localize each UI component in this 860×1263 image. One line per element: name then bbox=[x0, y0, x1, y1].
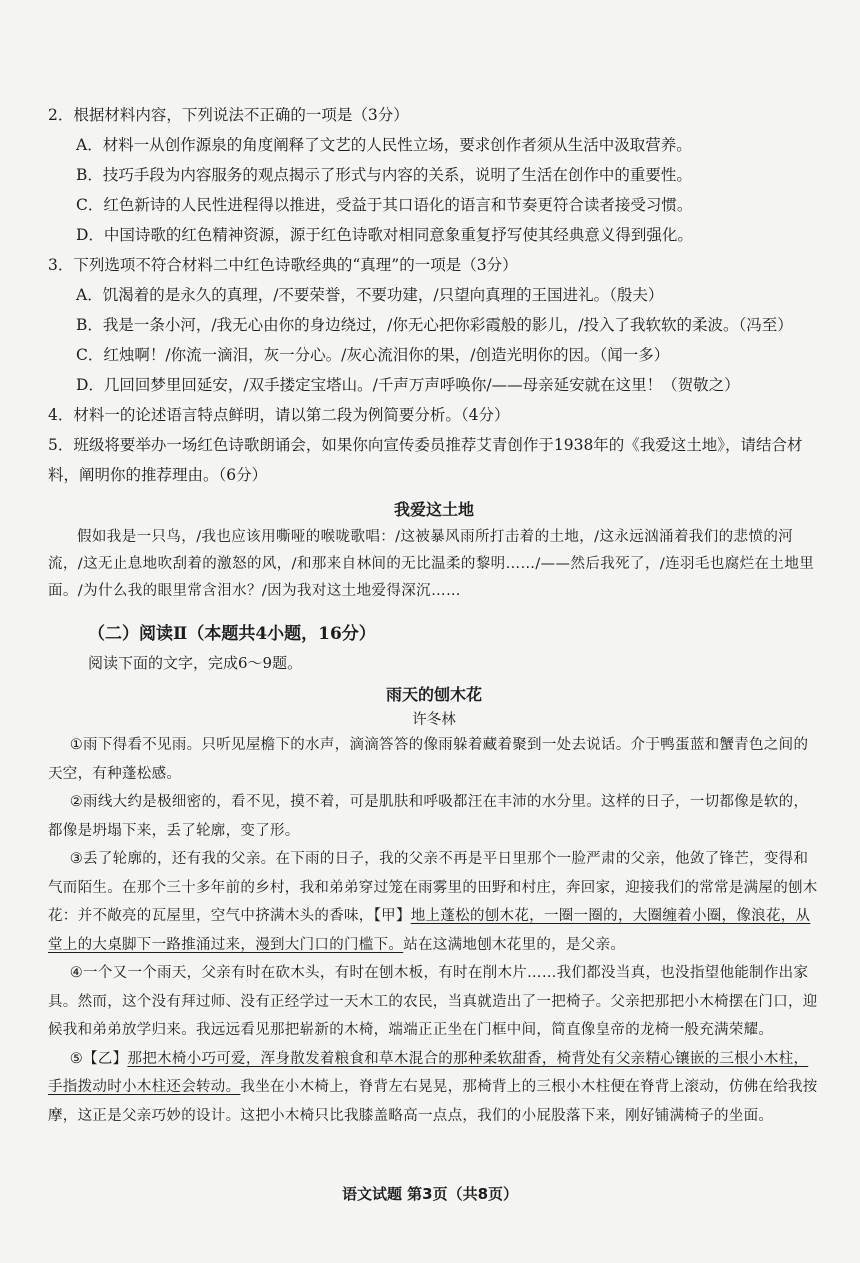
question-3-option-d: D．几回回梦里回延安，/双手搂定宝塔山。/千声万声呼唤你/——母亲延安就在这里！（贺敬之） bbox=[76, 376, 740, 394]
question-2-stem: 2．根据材料内容，下列说法不正确的一项是（3分） bbox=[48, 106, 409, 124]
underlined-passage-yi: 那把木椅小巧可爱，浑身散发着粮食和草木混合的那种柔软甜香，椅背处有父亲精心镶嵌的三根小木柱，手指拨动时小木柱还会转动。 bbox=[48, 1050, 809, 1095]
article-author: 许冬林 bbox=[412, 712, 456, 728]
question-3-stem: 3．下列选项不符合材料二中红色诗歌经典的“真理”的一项是（3分） bbox=[48, 256, 518, 274]
paragraph-3 bbox=[48, 845, 820, 959]
underlined-passage-jia: 地上蓬松的刨木花，一圈一圈的，大圈缠着小圈，像浪花，从堂上的大桌脚下一路推涌过来，漫到大门口的门槛下。 bbox=[48, 908, 811, 953]
question-2-option-b: B．技巧手段为内容服务的观点揭示了形式与内容的关系，说明了生活在创作中的重要性。 bbox=[76, 166, 692, 184]
paragraph-3-end: 站在这满地刨木花里的，是父亲。 bbox=[403, 936, 626, 953]
question-3-option-c: C．红烛啊！/你流一滴泪，灰一分心。/灰心流泪你的果，/创造光明你的因。（闻一多） bbox=[76, 346, 670, 364]
page-footer: 语文试题 第3页（共8页） bbox=[341, 1185, 519, 1203]
paragraph-5-marker: ⑤【乙】 bbox=[69, 1050, 128, 1067]
question-4: 4．材料一的论述语言特点鲜明，请以第二段为例简要分析。（4分） bbox=[48, 406, 510, 424]
paragraph-4: ④一个又一个雨天，父亲有时在砍木头，有时在刨木板，有时在削木片……我们都没当真，也没指望他能制作出家具。然而，这个没有拜过师、没有正经学过一天木工的农民，当真就造出了一把椅子。父亲把那把小木椅摆在门口，迎候我和弟弟放学归来。我远远看见那把崭新的木椅，端端正正坐在门框中间，简直像皇帝的龙椅一般充满荣耀。 bbox=[48, 965, 818, 1038]
paragraph-5-text: 我坐在小木椅上，脊背左右晃晃，那椅背上的三根小木柱便在脊背上滚动，仿佛在给我按摩，这正是父亲巧妙的设计。这把小木椅只比我膝盖略高一点点，我们的小屁股落下来，刚好铺满椅子的坐面。 bbox=[48, 1079, 818, 1124]
section-heading: （二）阅读Ⅱ（本题共4小题，16分） bbox=[88, 624, 376, 644]
paragraph-2: ②雨线大约是极细密的，看不见，摸不着，可是肌肤和呼吸都汪在丰沛的水分里。这样的日子，一切都像是软的，都像是坍塌下来，丢了轮廓，变了形。 bbox=[48, 794, 809, 839]
section-instruction: 阅读下面的文字，完成6～9题。 bbox=[88, 654, 303, 672]
paragraph-5 bbox=[48, 1045, 820, 1131]
question-3-option-b: B．我是一条小河，/我无心由你的身边绕过，/你无心把你彩霞般的影儿，/投入了我软软的柔波。（冯至） bbox=[76, 316, 793, 334]
article-title: 雨天的刨木花 bbox=[385, 685, 482, 704]
question-5: 5．班级将要举办一场红色诗歌朗诵会，如果你向宣传委员推荐艾青创作于1938年的《我爱这土地》，请结合材料，阐明你的推荐理由。（6分） bbox=[48, 436, 803, 484]
question-2-option-d: D．中国诗歌的红色精神资源，源于红色诗歌对相同意象重复抒写使其经典意义得到强化。 bbox=[76, 226, 693, 244]
poem-text: 假如我是一只鸟，/我也应该用嘶哑的喉咙歌唱：/这被暴风雨所打击着的土地，/这永远汹涌着我们的悲愤的河流，/这无止息地吹刮着的激怒的风，/和那来自林间的无比温柔的黎明……/——然后我死了，/连羽毛也腐烂在土地里面。/为什么我的眼里常含泪水？/因为我对这土地爱得深沉…… bbox=[48, 529, 815, 599]
paragraph-1: ①雨下得看不见雨。只听见屋檐下的水声，滴滴答答的像雨躲着藏着聚到一处去说话。介于鸭蛋蓝和蟹青色之间的天空，有种蓬松感。 bbox=[48, 737, 809, 782]
question-2-option-a: A．材料一从创作源泉的角度阐释了文艺的人民性立场，要求创作者须从生活中汲取营养。 bbox=[76, 136, 692, 154]
poem-title: 我爱这土地 bbox=[393, 500, 474, 519]
question-3-option-a: A．饥渴着的是永久的真理，/不要荣誉，不要功建，/只望向真理的王国进礼。（殷夫） bbox=[76, 286, 664, 304]
paragraph-3-text: ③丢了轮廓的，还有我的父亲。在下雨的日子，我的父亲不再是平日里那个一脸严肃的父亲，他敛了锋芒，变得和气而陌生。在那个三十多年前的乡村，我和弟弟穿过笼在雨雾里的田野和村庄，奔回家，迎接我们的常常是满屋的刨木花：并不敞亮的瓦屋里，空气中挤满木头的香味，【甲】 bbox=[48, 851, 818, 924]
question-2-option-c: C．红色新诗的人民性进程得以推进，受益于其口语化的语言和节奏更符合读者接受习惯。 bbox=[76, 196, 693, 214]
